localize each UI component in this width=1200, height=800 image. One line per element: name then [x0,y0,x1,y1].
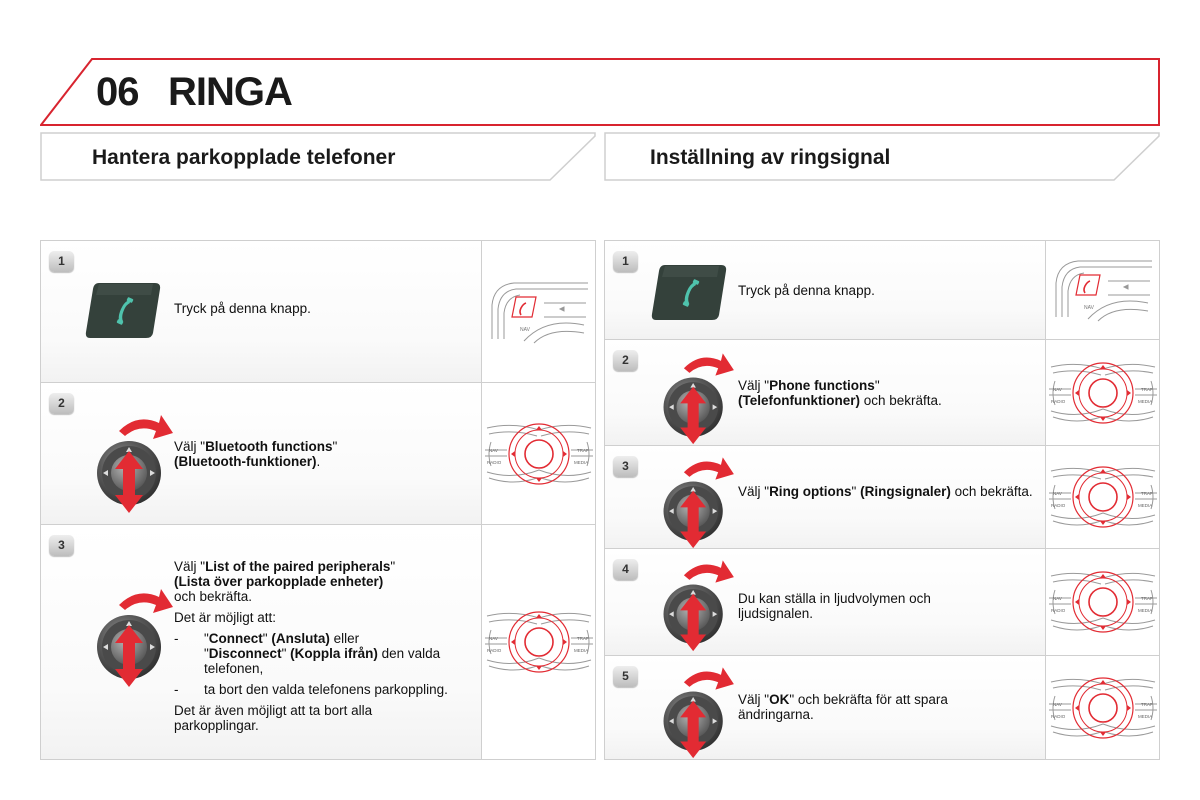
step-text [738,484,1038,499]
menu-option-name: List of the paired peripherals [205,559,391,574]
bullet-dash: - [174,682,179,697]
text-part: " och bekräfta för att spara ändringarna. [738,692,948,722]
text-part: " [204,631,209,646]
thumb-traf-label: TRAF [576,636,589,641]
step-number: 1 [613,251,638,272]
thumb-radio-label: RADIO [1050,608,1065,613]
chapter-banner [40,58,1160,126]
control-console-thumbnail-icon [1047,359,1159,427]
thumb-nav-label: NAV [488,447,498,453]
step-text: Tryck på denna knapp. [738,283,875,298]
menu-option-translation: (Lista över parkopplade enheter) [174,574,384,589]
text-part: " [281,646,291,661]
closing-paragraph: Det är även möjligt att ta bort alla parkopplingar. [174,703,373,733]
left-steps-panel [40,240,596,760]
text-part: den valda telefonen, [204,646,441,676]
text-part: eller [329,631,360,646]
text-part: " [851,484,861,499]
thumb-nav-label: NAV [1052,386,1062,392]
step-thumbnail [1045,340,1159,445]
thumb-nav-label: NAV [519,326,530,333]
step-thumbnail [481,383,595,524]
text-part: Välj " [738,484,770,499]
step-thumbnail [481,241,595,382]
phone-console-thumbnail-icon [484,279,594,345]
control-console-thumbnail-icon [1047,463,1159,531]
control-console-thumbnail-icon [1047,674,1159,742]
step-thumbnail [1045,446,1159,548]
step-number: 4 [613,559,638,580]
step-thumbnail [1045,549,1159,655]
phone-console-thumbnail-icon [1048,257,1158,323]
phone-button-icon [651,263,729,323]
step-number: 5 [613,666,638,687]
section-title-left: Hantera parkopplade telefoner [92,146,396,169]
rotary-knob-icon [649,450,741,550]
bullet-dash: - [174,631,179,646]
text-part: " [874,378,880,393]
thumb-radio-label: RADIO [1050,713,1065,719]
rotary-knob-icon [649,553,741,653]
control-console-thumbnail-icon [1047,568,1159,636]
text-part: " [332,439,338,454]
chapter-title: RINGA [168,70,292,114]
step-number: 3 [613,456,638,477]
menu-option-name: OK [769,692,790,707]
menu-option-translation: (Bluetooth-funktioner) [174,454,317,469]
thumb-traf-label: TRAF [1140,386,1153,392]
intro-paragraph: Det är möjligt att: [174,610,277,625]
left-step-2 [41,383,595,525]
thumb-traf-label: TRAF [1140,491,1153,496]
rotary-knob-icon [85,407,177,515]
text-part: Välj " [738,378,770,393]
thumb-radio-label: RADIO [486,459,501,465]
step-number: 3 [49,535,74,556]
step-text: Du kan ställa in ljudvolymen och ljudsignalen. [738,591,931,621]
text-part: " [390,559,396,574]
thumb-nav-label: NAV [1052,596,1062,601]
step-thumbnail [481,525,595,759]
step-text: Tryck på denna knapp. [174,301,311,316]
menu-option-translation: (Koppla ifrån) [290,646,378,661]
thumb-nav-label: NAV [488,636,498,641]
thumb-media-label: MEDIA [573,459,588,465]
step-text [738,692,998,722]
text-part: Välj " [174,559,206,574]
text-part: ta bort den valda telefonens parkoppling. [204,682,448,697]
rotary-knob-icon [85,581,177,689]
menu-option-name: Phone functions [769,378,875,393]
text-part: och bekräfta. [950,484,1033,499]
text-part: " [262,631,272,646]
text-part: och bekräfta. [174,589,253,604]
thumb-media-label: MEDIA [573,648,588,653]
step-text [174,559,459,739]
thumb-traf-label: TRAF [1140,596,1153,601]
right-step-4 [605,549,1159,656]
menu-option-name: Bluetooth functions [205,439,333,454]
right-steps-panel [604,240,1160,760]
thumb-nav-label: NAV [1052,701,1062,707]
chapter-number: 06 [96,70,139,114]
step-number: 1 [49,251,74,272]
control-console-thumbnail-icon [483,608,595,676]
thumb-radio-label: RADIO [1050,503,1065,508]
menu-option-translation: (Telefonfunktioner) [738,393,860,408]
phone-button-icon [85,281,163,341]
step-number: 2 [49,393,74,414]
thumb-traf-label: TRAF [1140,701,1153,707]
right-step-3 [605,446,1159,549]
right-step-1 [605,241,1159,340]
thumb-media-label: MEDIA [1137,713,1152,719]
menu-option-name: Disconnect [208,646,282,661]
menu-option-translation: (Ansluta) [271,631,330,646]
rotary-knob-icon [649,346,741,446]
menu-option-name: Connect [208,631,263,646]
thumb-nav-label: NAV [1083,305,1094,311]
thumb-traf-label: TRAF [576,447,589,453]
thumb-radio-label: RADIO [1050,398,1065,404]
step-text [738,378,942,408]
text-part: Välj " [174,439,206,454]
text-part: . [316,454,321,469]
text-part: och bekräfta. [860,393,942,408]
instruction-paragraph [174,559,459,604]
section-title-right: Inställning av ringsignal [650,146,891,169]
right-step-5 [605,656,1159,760]
menu-option-translation: (Ringsignaler) [860,484,951,499]
thumb-nav-label: NAV [1052,491,1062,496]
step-number: 2 [613,350,638,371]
thumb-media-label: MEDIA [1137,503,1152,508]
left-step-3 [41,525,595,760]
bullet-item-delete [174,682,459,697]
control-console-thumbnail-icon [483,420,595,488]
right-step-2 [605,340,1159,446]
bullet-item-connect [174,631,459,676]
menu-option-name: Ring options [769,484,852,499]
step-thumbnail [1045,241,1159,339]
section-header-left [40,132,596,182]
section-header-right [604,132,1160,182]
text-part: Välj " [738,692,770,707]
step-text [174,439,337,469]
step-thumbnail [1045,656,1159,759]
thumb-media-label: MEDIA [1137,608,1152,613]
text-part: " [204,646,209,661]
left-step-1 [41,241,595,383]
rotary-knob-icon [649,660,741,760]
thumb-media-label: MEDIA [1137,398,1152,404]
thumb-radio-label: RADIO [486,648,501,653]
